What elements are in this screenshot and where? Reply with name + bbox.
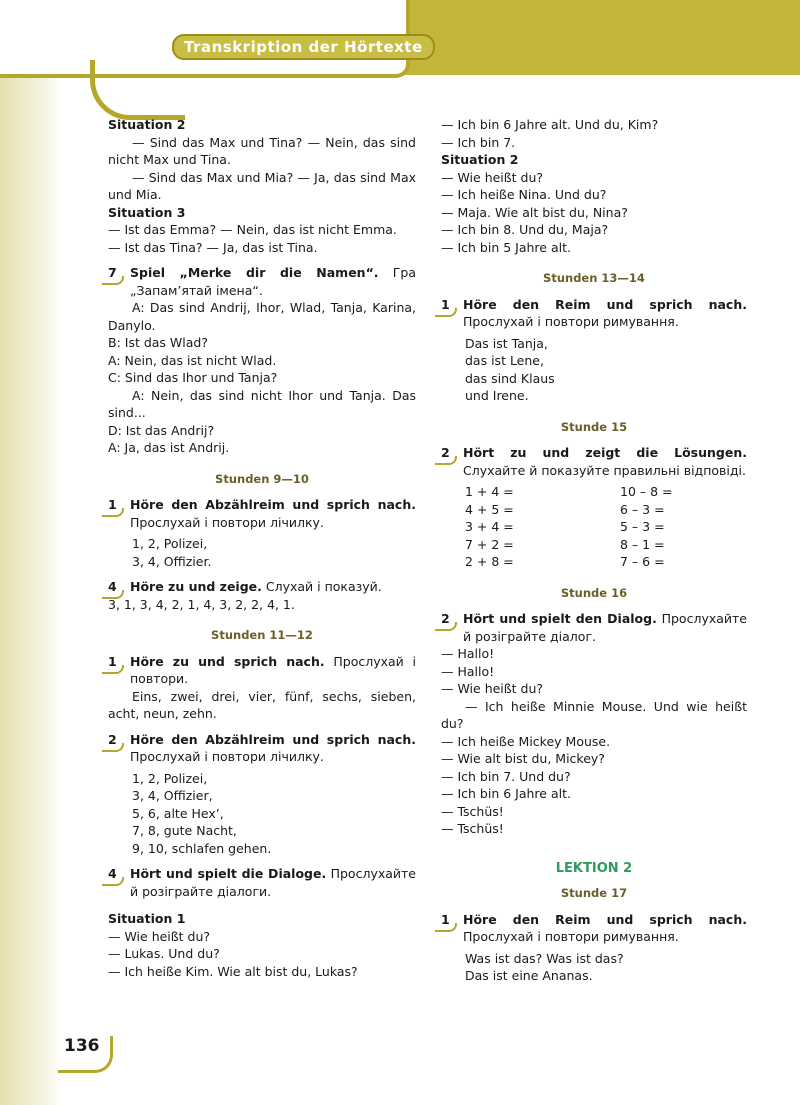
counting-line: Eins, zwei, drei, vier, fünf, sechs, sieben, acht, neun, zehn. [108, 688, 416, 721]
dialog-line: A: Das sind Andrij, Ihor, Wlad, Tanja, Karina, Danylo. [108, 300, 416, 333]
exercise-number: 1 [108, 653, 130, 671]
rhyme-line: Was ist das? Was ist das? [465, 950, 624, 966]
section-heading: Stunde 17 [560, 886, 628, 900]
math-task: 2 + 8 = [465, 554, 514, 569]
page-header-title: Transkription der Hörtexte [172, 34, 435, 60]
rhyme-line: 1, 2, Polizei, [132, 770, 208, 786]
exercise-7 [108, 264, 416, 299]
exercise-instruction: Гра „Запам’ятай імена“. [130, 265, 416, 298]
dialog-line: — Ich bin 8. Und du, Maja? [441, 222, 609, 237]
dialog-line: C: Sind das Ihor und Tanja? [108, 370, 278, 385]
exercise-2 [441, 610, 747, 645]
exercise-number: 7 [108, 264, 130, 282]
situation-title: Situation 2 [108, 117, 186, 132]
situation-title: Situation 1 [108, 911, 186, 926]
dialog-line: — Lukas. Und du? [108, 946, 220, 961]
math-task: 3 + 4 = [465, 519, 514, 534]
dialog-line: — Ich heiße Mickey Mouse. [441, 733, 611, 749]
dialog-line: — Ich bin 6 Jahre alt. Und du, Kim? [441, 117, 659, 132]
exercise-4 [108, 578, 416, 596]
dialog-line: — Ich heiße Minnie Mouse. Und wie heißt du? [441, 698, 747, 731]
rhyme-line: Das ist Tanja, [465, 335, 548, 351]
dialog-line: A: Nein, das sind nicht Ihor und Tanja. Das sind... [108, 387, 416, 420]
exercise-number: 4 [108, 578, 130, 596]
math-task: 5 – 3 = [620, 519, 665, 534]
exercise-number: 2 [108, 731, 130, 749]
exercise-instruction: Слухайте й показуйте правильні відповіді. [463, 462, 746, 478]
math-task: 7 – 6 = [620, 554, 665, 569]
exercise-instruction: Прослухай і повтори. [130, 653, 416, 686]
dialog-line: — Ich bin 5 Jahre alt. [441, 239, 571, 255]
exercise-instruction: Прослухайте й розіграйте діалоги. [130, 866, 416, 899]
dialog-line: — Tschüs! [441, 803, 504, 819]
dialog-line: — Wie heißt du? [441, 681, 544, 696]
math-task: 4 + 5 = [465, 501, 514, 517]
rhyme-line: 9, 10, schlafen gehen. [132, 840, 272, 856]
math-task: 8 – 1 = [620, 536, 665, 552]
exercise-title: Höre den Abzählreim und sprich nach. [130, 497, 416, 512]
section-heading: Stunden 13—14 [543, 271, 645, 285]
exercise-1 [108, 653, 416, 688]
section-heading: Stunden 9—10 [215, 471, 309, 486]
header-swoosh [90, 60, 185, 120]
exercise-number: 2 [441, 610, 463, 628]
dialog-line: — Tschüs! [441, 821, 504, 836]
rhyme-line: 5, 6, alte Hex’, [132, 805, 224, 821]
dialog-line: — Ich heiße Nina. Und du? [441, 187, 607, 202]
page-number: 136 [64, 1036, 100, 1056]
dialog-line: — Ich bin 6 Jahre alt. [441, 786, 571, 801]
section-heading: Stunden 11—12 [211, 628, 313, 642]
rhyme-line: 1, 2, Polizei, [132, 536, 208, 551]
rhyme-line: das sind Klaus [465, 370, 555, 386]
exercise-instruction: Прослухай і повтори лічилку. [130, 749, 324, 764]
exercise-number: 2 [441, 444, 463, 462]
exercise-number: 1 [108, 496, 130, 514]
rhyme-line: 3, 4, Offizier, [132, 788, 213, 803]
exercise-number: 4 [108, 865, 130, 883]
left-margin-band [0, 0, 62, 1105]
dialog-line: — Ist das Tina? — Ja, das ist Tina. [108, 239, 318, 255]
exercise-title: Hört zu und zeigt die Lösungen. [463, 445, 747, 460]
exercise-instruction: Прослухай і повтори римування. [463, 314, 679, 329]
section-heading: Stunde 16 [560, 585, 628, 600]
rhyme-line: das ist Lene, [465, 353, 544, 368]
exercise-4 [108, 865, 416, 900]
right-column [441, 116, 747, 985]
exercise-title: Höre zu und sprich nach. [130, 653, 325, 669]
rhyme-block [132, 770, 416, 858]
lesson-heading: LEKTION 2 [555, 860, 633, 876]
dialog-line: — Hallo! [441, 663, 495, 679]
dialog-line: — Sind das Max und Tina? — Nein, das sind nicht Max und Tina. [108, 134, 416, 167]
exercise-instruction: Прослухай і повтори лічилку. [130, 514, 324, 530]
dialog-line: — Maja. Wie alt bist du, Nina? [441, 204, 628, 220]
section-heading: Stunde 15 [560, 419, 628, 434]
situation-title: Situation 2 [441, 152, 519, 167]
rhyme-line: 3, 4, Offizier. [132, 553, 212, 569]
dialog-line: — Hallo! [441, 646, 495, 661]
exercise-title: Höre den Abzählreim und sprich nach. [130, 731, 416, 747]
exercise-title: Höre den Reim und sprich nach. [463, 911, 747, 927]
exercise-number: 1 [441, 911, 463, 929]
dialog-line: — Ich heiße Kim. Wie alt bist du, Lukas? [108, 963, 358, 979]
dialog-line: D: Ist das Andrij? [108, 422, 215, 438]
exercise-instruction: Прослухайте й розіграйте діалог. [463, 611, 747, 644]
exercise-title: Hört und spielt die Dialoge. [130, 866, 327, 881]
dialog-line: B: Ist das Wlad? [108, 335, 208, 350]
dialog-line: A: Ja, das ist Andrij. [108, 440, 230, 455]
dialog-line: — Wie alt bist du, Mickey? [441, 751, 605, 766]
dialog-line: — Wie heißt du? [441, 169, 544, 185]
dialog-line: — Wie heißt du? [108, 928, 211, 944]
exercise-number: 1 [441, 296, 463, 314]
exercise-1 [441, 296, 747, 331]
left-column [108, 116, 416, 980]
math-task: 7 + 2 = [465, 536, 514, 552]
exercise-1 [441, 911, 747, 946]
math-task: 6 – 3 = [620, 501, 665, 517]
dialog-line: — Ich bin 7. [441, 134, 516, 150]
dialog-line: — Ist das Emma? — Nein, das ist nicht Emma. [108, 222, 397, 237]
exercise-instruction: Прослухай і повтори римування. [463, 929, 679, 944]
math-task: 1 + 4 = [465, 484, 514, 499]
situation-title: Situation 3 [108, 204, 186, 220]
exercise-2 [441, 444, 747, 479]
rhyme-block [465, 335, 747, 405]
exercise-instruction: Слухай і показуй. [265, 579, 382, 594]
dialog-line: — Sind das Max und Mia? — Ja, das sind Max und Mia. [108, 169, 416, 202]
rhyme-line: 7, 8, gute Nacht, [132, 823, 237, 838]
exercise-title: Hört und spielt den Dialog. [463, 611, 657, 626]
exercise-title: Höre den Reim und sprich nach. [463, 296, 747, 312]
math-grid [465, 483, 747, 571]
dialog-line: — Ich bin 7. Und du? [441, 768, 571, 784]
dialog-line: A: Nein, das ist nicht Wlad. [108, 352, 277, 368]
exercise-title: Höre zu und zeige. [130, 579, 262, 594]
rhyme-line: und Irene. [465, 388, 529, 403]
rhyme-block [132, 535, 416, 570]
rhyme-line: Das ist eine Ananas. [465, 968, 593, 983]
number-sequence: 3, 1, 3, 4, 2, 1, 4, 3, 2, 2, 4, 1. [108, 596, 295, 612]
exercise-title: Spiel „Merke dir die Namen“. [130, 265, 379, 280]
exercise-1 [108, 496, 416, 531]
exercise-2 [108, 731, 416, 766]
math-task: 10 – 8 = [620, 484, 673, 499]
rhyme-block [465, 950, 747, 985]
